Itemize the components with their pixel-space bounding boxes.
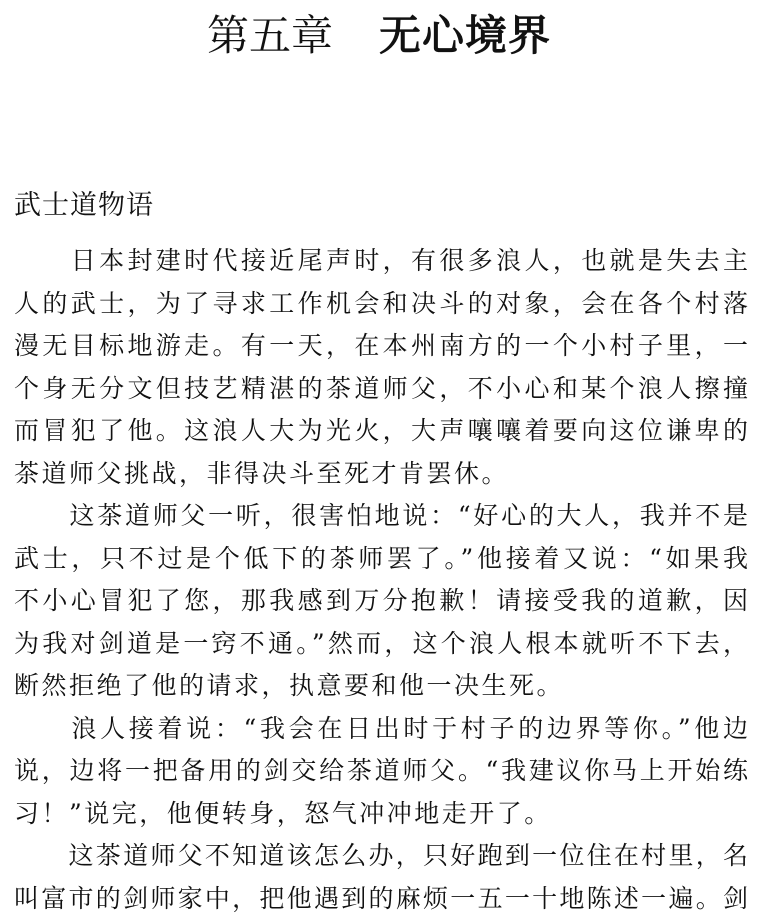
- text-line: 这茶道师父不知道该怎么办，只好跑到一位住在村里，名: [14, 841, 748, 870]
- body-text: [14, 240, 748, 920]
- text-line: 个身无分文但技艺精湛的茶道师父，不小心和某个浪人擦撞: [14, 373, 748, 403]
- text-line: 茶道师父挑战，非得决斗至死才肯罢休。: [14, 458, 510, 488]
- text-line: 漫无目标地游走。有一天，在本州南方的一个小村子里，一: [14, 331, 748, 360]
- text-line: 而冒犯了他。这浪人大为光火，大声嚷嚷着要向这位谦卑的: [14, 416, 748, 445]
- text-line: 人的武士，为了寻求工作机会和决斗的对象，会在各个村落: [14, 288, 748, 318]
- text-line: 这茶道师父一听，很害怕地说：“好心的大人，我并不是: [14, 501, 748, 530]
- text-line: 叫富市的剑师家中，把他遇到的麻烦一五一十地陈述一遍。剑: [14, 883, 748, 913]
- chapter-title: 无心境界: [379, 11, 552, 60]
- text-line: 习！”说完，他便转身，怒气冲冲地走开了。: [14, 798, 552, 828]
- text-line: 断然拒绝了他的请求，执意要和他一决生死。: [14, 671, 565, 700]
- chapter-heading: [0, 8, 758, 64]
- chapter-number: 第五章: [206, 11, 333, 60]
- text-line: 说，边将一把备用的剑交给茶道师父。“我建议你马上开始练: [14, 756, 748, 785]
- section-title: 武士道物语: [14, 190, 154, 221]
- text-line: 武士，只不过是个低下的茶师罢了。”他接着又说：“如果我: [14, 543, 748, 573]
- text-line: 浪人接着说：“我会在日出时于村子的边界等你。”他边: [14, 713, 748, 743]
- text-line: 不小心冒犯了您，那我感到万分抱歉！请接受我的道歉，因: [14, 586, 748, 615]
- text-line: 为我对剑道是一窍不通。”然而，这个浪人根本就听不下去，: [14, 628, 748, 658]
- text-line: 日本封建时代接近尾声时，有很多浪人，也就是失去主: [14, 246, 748, 275]
